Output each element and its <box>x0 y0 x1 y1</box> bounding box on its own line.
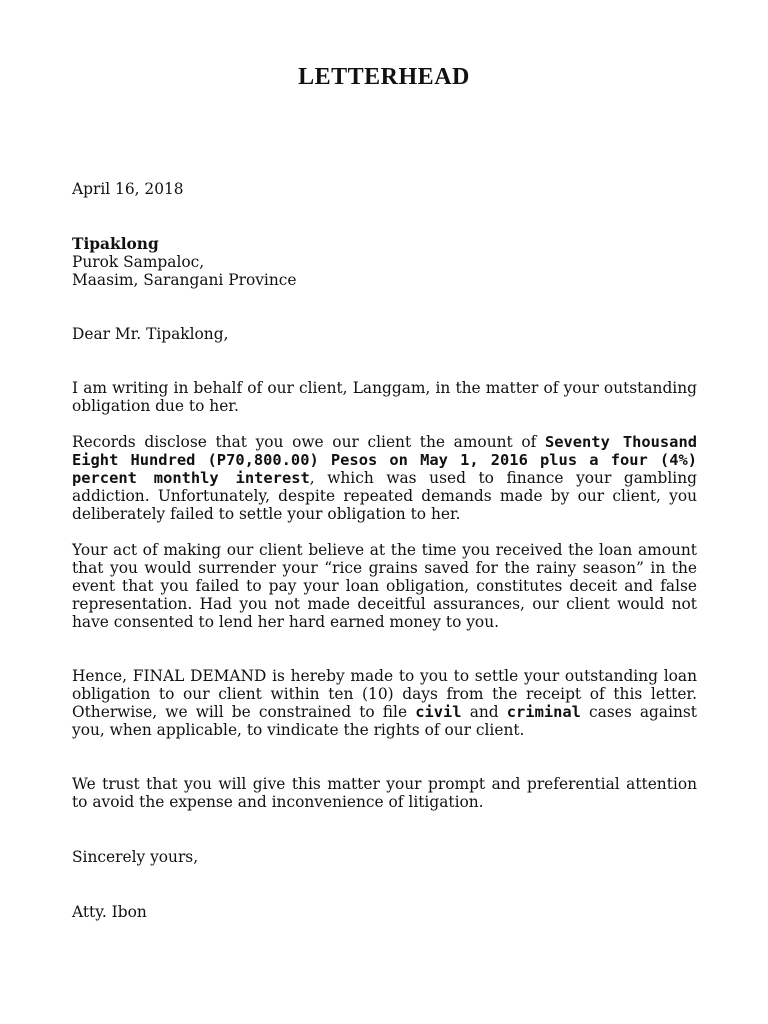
civil-term: civil <box>415 703 462 721</box>
paragraph-3: Your act of making our client believe at the time you received the loan amount that you would surrender your “rice grains saved for the rainy season” in the event that you failed to pay your loan obligation, constitutes deceit and false representation. Had you not made deceitful assurances, our client would not have consented to lend her hard earned money to you. <box>72 541 697 631</box>
recipient-address-line2: Maasim, Sarangani Province <box>72 271 297 289</box>
salutation: Dear Mr. Tipaklong, <box>72 325 229 343</box>
paragraph-4 <box>72 667 697 739</box>
letter-date: April 16, 2018 <box>72 180 184 198</box>
paragraph-2-post: , which was used to finance your gambling addiction. Unfortunately, despite repeated demands made by our client, you deliberately failed to settle your obligation to her. <box>72 469 697 523</box>
closing: Sincerely yours, <box>72 848 199 866</box>
recipient-address-line1: Purok Sampaloc, <box>72 253 205 271</box>
paragraph-4-post: cases against you, when applicable, to vindicate the rights of our client. <box>72 703 697 739</box>
criminal-term: criminal <box>506 703 581 721</box>
paragraph-4-mid: and <box>461 703 507 721</box>
loan-amount-terms: Seventy Thousand Eight Hundred (P70,800.00) Pesos on May 1, 2016 plus a four (4%) percent monthly interest <box>72 433 697 487</box>
recipient-block <box>72 235 697 289</box>
letterhead-title: LETTERHEAD <box>298 64 470 90</box>
recipient-name: Tipaklong <box>72 235 159 253</box>
paragraph-1: I am writing in behalf of our client, Langgam, in the matter of your outstanding obligation due to her. <box>72 379 697 415</box>
signature-name: Atty. Ibon <box>72 903 147 921</box>
paragraph-4-pre: Hence, FINAL DEMAND is hereby made to you to settle your outstanding loan obligation to our client within ten (10) days from the receipt of this letter. Otherwise, we will be constrained to file <box>72 667 697 721</box>
paragraph-2-pre: Records disclose that you owe our client the amount of <box>72 433 545 451</box>
paragraph-2 <box>72 433 697 523</box>
paragraph-5: We trust that you will give this matter your prompt and preferential attention to avoid the expense and inconvenience of litigation. <box>72 775 697 811</box>
